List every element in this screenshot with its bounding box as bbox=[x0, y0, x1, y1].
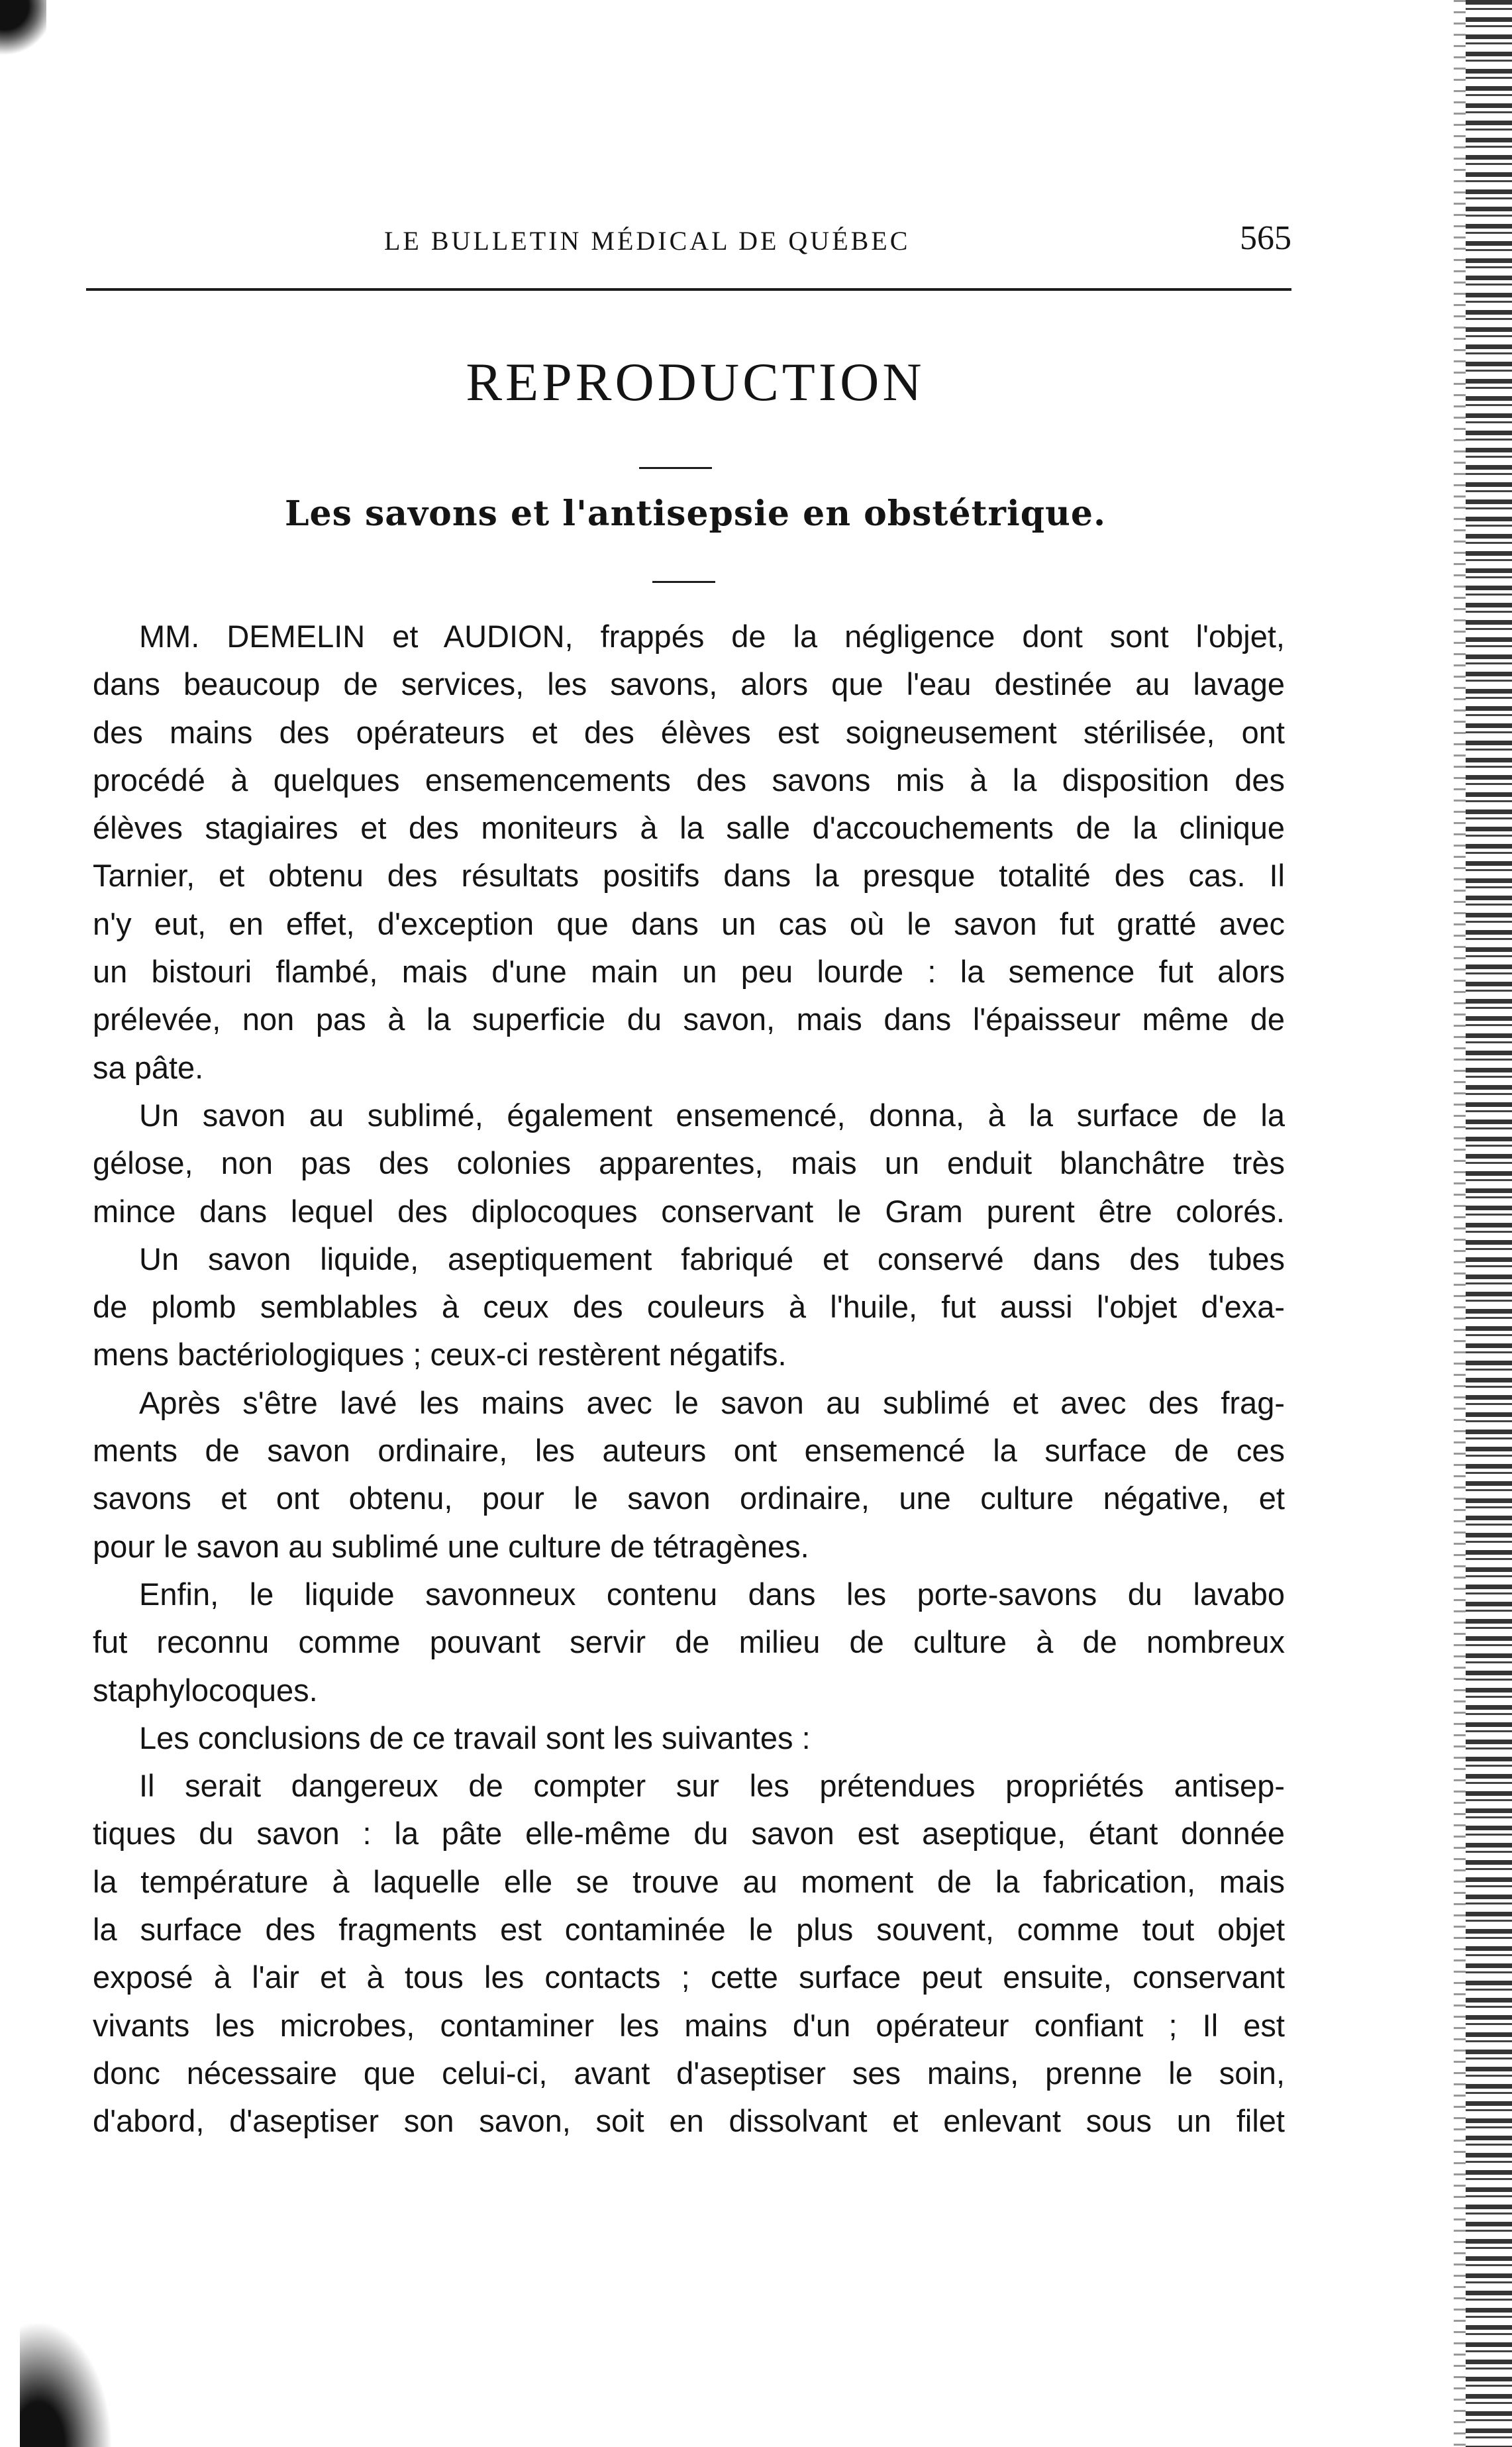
running-header bbox=[384, 219, 1291, 265]
text-line: la surface des fragments est contaminée le plus souvent, comme tout objet bbox=[93, 1912, 1285, 1948]
article-body bbox=[93, 613, 1285, 2146]
text-line: vivants les microbes, contaminer les mains d'un opérateur confiant ; Il est bbox=[93, 2007, 1285, 2043]
text-line: gélose, non pas des colonies apparentes, mais un enduit blanchâtre très bbox=[93, 1145, 1285, 1181]
text-line: staphylocoques. bbox=[93, 1672, 318, 1708]
text-line: d'abord, d'aseptiser son savon, soit en dissolvant et enlevant sous un filet bbox=[93, 2103, 1285, 2139]
text-line: Il serait dangereux de compter sur les prétendues propriétés antisep- bbox=[139, 1768, 1285, 1804]
scan-artifact-top-left bbox=[0, 0, 46, 60]
text-line: savons et ont obtenu, pour le savon ordinaire, une culture négative, et bbox=[93, 1481, 1285, 1516]
text-line: procédé à quelques ensemencements des savons mis à la disposition des bbox=[93, 762, 1285, 798]
text-line: sa pâte. bbox=[93, 1049, 204, 1085]
article-title: Les savons et l'antisepsie en obstétrique. bbox=[284, 494, 1107, 534]
title-rule-top bbox=[639, 467, 712, 469]
text-line: n'y eut, en effet, d'exception que dans un cas où le savon fut gratté avec bbox=[93, 906, 1285, 941]
header-rule bbox=[86, 288, 1291, 291]
text-line: la température à laquelle elle se trouve au moment de la fabrication, mais bbox=[93, 1863, 1285, 1899]
text-line: Un savon liquide, aseptiquement fabriqué et conservé dans des tubes bbox=[139, 1241, 1285, 1276]
text-line: mens bactériologiques ; ceux-ci restèrent négatifs. bbox=[93, 1337, 787, 1373]
text-line: exposé à l'air et à tous les contacts ; cette surface peut ensuite, conservant bbox=[93, 1959, 1285, 1995]
scan-artifact-right-edge bbox=[1466, 0, 1512, 2447]
text-line: Un savon au sublimé, également ensemencé, donna, à la surface de la bbox=[139, 1097, 1285, 1133]
text-line: fut reconnu comme pouvant servir de milieu de culture à de nombreux bbox=[93, 1624, 1285, 1660]
text-line: Après s'être lavé les mains avec le savon au sublimé et avec des frag- bbox=[139, 1384, 1285, 1420]
text-line: mince dans lequel des diplocoques conservant le Gram purent être colorés. bbox=[93, 1193, 1285, 1229]
text-line: élèves stagiaires et des moniteurs à la salle d'accouchements de la clinique bbox=[93, 810, 1285, 846]
text-line: Les conclusions de ce travail sont les suivantes : bbox=[139, 1720, 811, 1755]
text-line: des mains des opérateurs et des élèves est soigneusement stérilisée, ont bbox=[93, 714, 1285, 750]
text-line: un bistouri flambé, mais d'une main un peu lourde : la semence fut alors bbox=[93, 954, 1285, 990]
text-line: de plomb semblables à ceux des couleurs à l'huile, fut aussi l'objet d'exa- bbox=[93, 1289, 1285, 1325]
text-line: donc nécessaire que celui-ci, avant d'aseptiser ses mains, prenne le soin, bbox=[93, 2055, 1285, 2091]
text-line: ments de savon ordinaire, les auteurs ont ensemencé la surface de ces bbox=[93, 1433, 1285, 1469]
text-line: prélevée, non pas à la superficie du savon, mais dans l'épaisseur même de bbox=[93, 1002, 1285, 1037]
page-number: 565 bbox=[1240, 219, 1291, 257]
section-title: REPRODUCTION bbox=[466, 352, 925, 412]
text-line: Tarnier, et obtenu des résultats positifs dans la presque totalité des cas. Il bbox=[93, 858, 1285, 894]
journal-title: LE BULLETIN MÉDICAL DE QUÉBEC bbox=[384, 226, 911, 256]
title-rule-bottom bbox=[652, 581, 715, 583]
text-line: dans beaucoup de services, les savons, alors que l'eau destinée au lavage bbox=[93, 666, 1285, 702]
text-line: Enfin, le liquide savonneux contenu dans les porte-savons du lavabo bbox=[139, 1576, 1285, 1612]
scan-artifact-bottom-left bbox=[20, 2321, 113, 2447]
text-line: MM. DEMELIN et AUDION, frappés de la négligence dont sont l'objet, bbox=[139, 619, 1285, 654]
text-line: tiques du savon : la pâte elle-même du savon est aseptique, étant donnée bbox=[93, 1816, 1285, 1851]
scan-artifact-edge-inner bbox=[1454, 0, 1466, 2447]
text-line: pour le savon au sublimé une culture de tétragènes. bbox=[93, 1528, 809, 1564]
